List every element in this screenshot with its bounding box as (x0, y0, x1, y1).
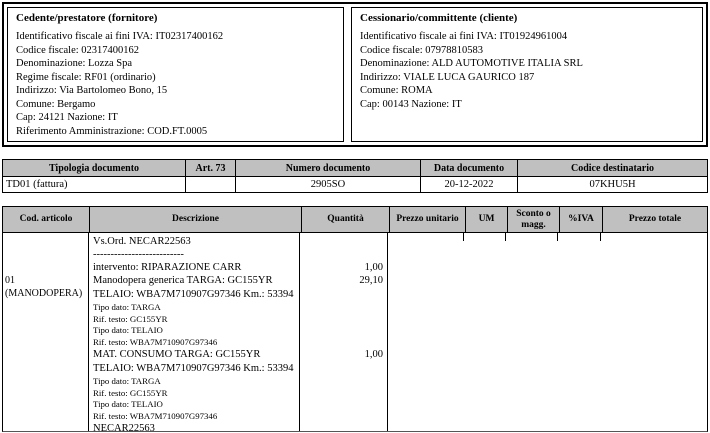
document-info-col-header: Numero documento (236, 160, 421, 177)
description-line: Tipo dato: TARGA (93, 376, 161, 386)
column-divider-tick (463, 233, 464, 241)
description-line: MAT. CONSUMO TARGA: GC155YR TELAIO: WBA7M710907G97346 Km.: 53394 (93, 349, 294, 374)
article-code: 01 (5, 275, 15, 286)
document-info-col-header: Tipologia documento (3, 160, 186, 177)
supplier-detail-line: Denominazione: Lozza Spa (16, 58, 133, 69)
parties-frame (2, 2, 708, 147)
customer-detail-line: Indirizzo: VIALE LUCA GAURICO 187 (360, 71, 535, 83)
document-info-table (2, 159, 708, 193)
customer-details (360, 30, 694, 111)
article-code-label: (MANODOPERA) (5, 288, 83, 299)
supplier-detail-line: Regime fiscale: RF01 (ordinario) (16, 71, 156, 83)
customer-box (351, 7, 703, 142)
invoice-lines-col-header: Descrizione (90, 207, 302, 233)
document-info-col-header: Art. 73 (186, 160, 236, 177)
description-line: -------------------------- (93, 249, 184, 260)
invoice-lines-col-header: Quantità (302, 207, 390, 233)
customer-detail-line: Codice fiscale: 07978810583 (360, 44, 484, 56)
supplier-box (7, 7, 344, 142)
description-line: Rif. testo: GC155YR (93, 313, 168, 324)
customer-box-title: Cessionario/committente (cliente) (360, 12, 518, 24)
document-number-cell: 2905SO (236, 177, 421, 193)
quantity-value: 1,00 (364, 349, 383, 360)
column-divider-tick (600, 233, 601, 241)
column-divider-tick (557, 233, 558, 241)
recipient-code-cell: 07KHU5H (518, 177, 708, 193)
description-line: Manodopera generica TARGA: GC155YR TELAIO: WBA7M710907G97346 Km.: 53394 (93, 275, 294, 300)
description-line: Tipo dato: TELAIO (93, 399, 163, 409)
invoice-lines-col-header: %IVA (560, 207, 603, 233)
invoice-lines-col-header: Prezzo totale (603, 207, 708, 233)
invoice-lines-col-header: UM (466, 207, 508, 233)
invoice-page (0, 2, 710, 433)
invoice-lines-col-header: Sconto o magg. (508, 207, 560, 233)
quantity-cell (300, 233, 388, 431)
invoice-lines-header-row (3, 207, 708, 233)
description-line: NECAR22563 (93, 423, 155, 432)
supplier-detail-line: Identificativo fiscale ai fini IVA: IT02317400162 (16, 31, 224, 42)
invoice-lines-col-header: Cod. articolo (3, 207, 90, 233)
quantity-value: 29,10 (359, 275, 383, 286)
document-info-header-row (3, 160, 708, 177)
invoice-lines-header-table (2, 206, 708, 233)
description-line: Rif. testo: GC155YR (93, 387, 168, 398)
description-line: Tipo dato: TELAIO (93, 325, 163, 335)
document-info-col-header: Data documento (421, 160, 518, 177)
document-date-cell: 20-12-2022 (421, 177, 518, 193)
document-info-col-header: Codice destinatario (518, 160, 708, 177)
description-line: Tipo dato: TARGA (93, 302, 161, 312)
supplier-details (16, 30, 335, 138)
customer-detail-line: Comune: ROMA (360, 85, 433, 96)
customer-detail-line: Identificativo fiscale ai fini IVA: IT01924961004 (360, 31, 568, 42)
supplier-detail-line: Comune: Bergamo (16, 98, 96, 110)
document-type-cell: TD01 (fattura) (3, 177, 186, 193)
price-columns-area (388, 233, 707, 431)
description-line: Rif. testo: WBA7M710907G97346 (93, 410, 218, 421)
description-line: Rif. testo: WBA7M710907G97346 (93, 336, 218, 347)
column-divider-tick (505, 233, 506, 241)
supplier-detail-line: Codice fiscale: 02317400162 (16, 44, 140, 56)
customer-detail-line: Denominazione: ALD AUTOMOTIVE ITALIA SRL (360, 58, 583, 69)
article-code-cell (3, 233, 89, 431)
description-line: Vs.Ord. NECAR22563 (93, 236, 191, 247)
invoice-lines-col-header: Prezzo unitario (390, 207, 466, 233)
description-line: intervento: RIPARAZIONE CARR (93, 262, 242, 273)
invoice-lines-body (2, 233, 708, 432)
supplier-box-title: Cedente/prestatore (fornitore) (16, 12, 158, 24)
document-info-row (3, 177, 708, 193)
description-cell (89, 233, 300, 431)
supplier-detail-line: Cap: 24121 Nazione: IT (16, 112, 118, 123)
customer-detail-line: Cap: 00143 Nazione: IT (360, 98, 462, 110)
quantity-value: 1,00 (364, 262, 383, 273)
supplier-detail-line: Indirizzo: Via Bartolomeo Bono, 15 (16, 85, 168, 96)
supplier-detail-line: Riferimento Amministrazione: COD.FT.0005 (16, 125, 208, 137)
art73-cell (186, 177, 236, 193)
